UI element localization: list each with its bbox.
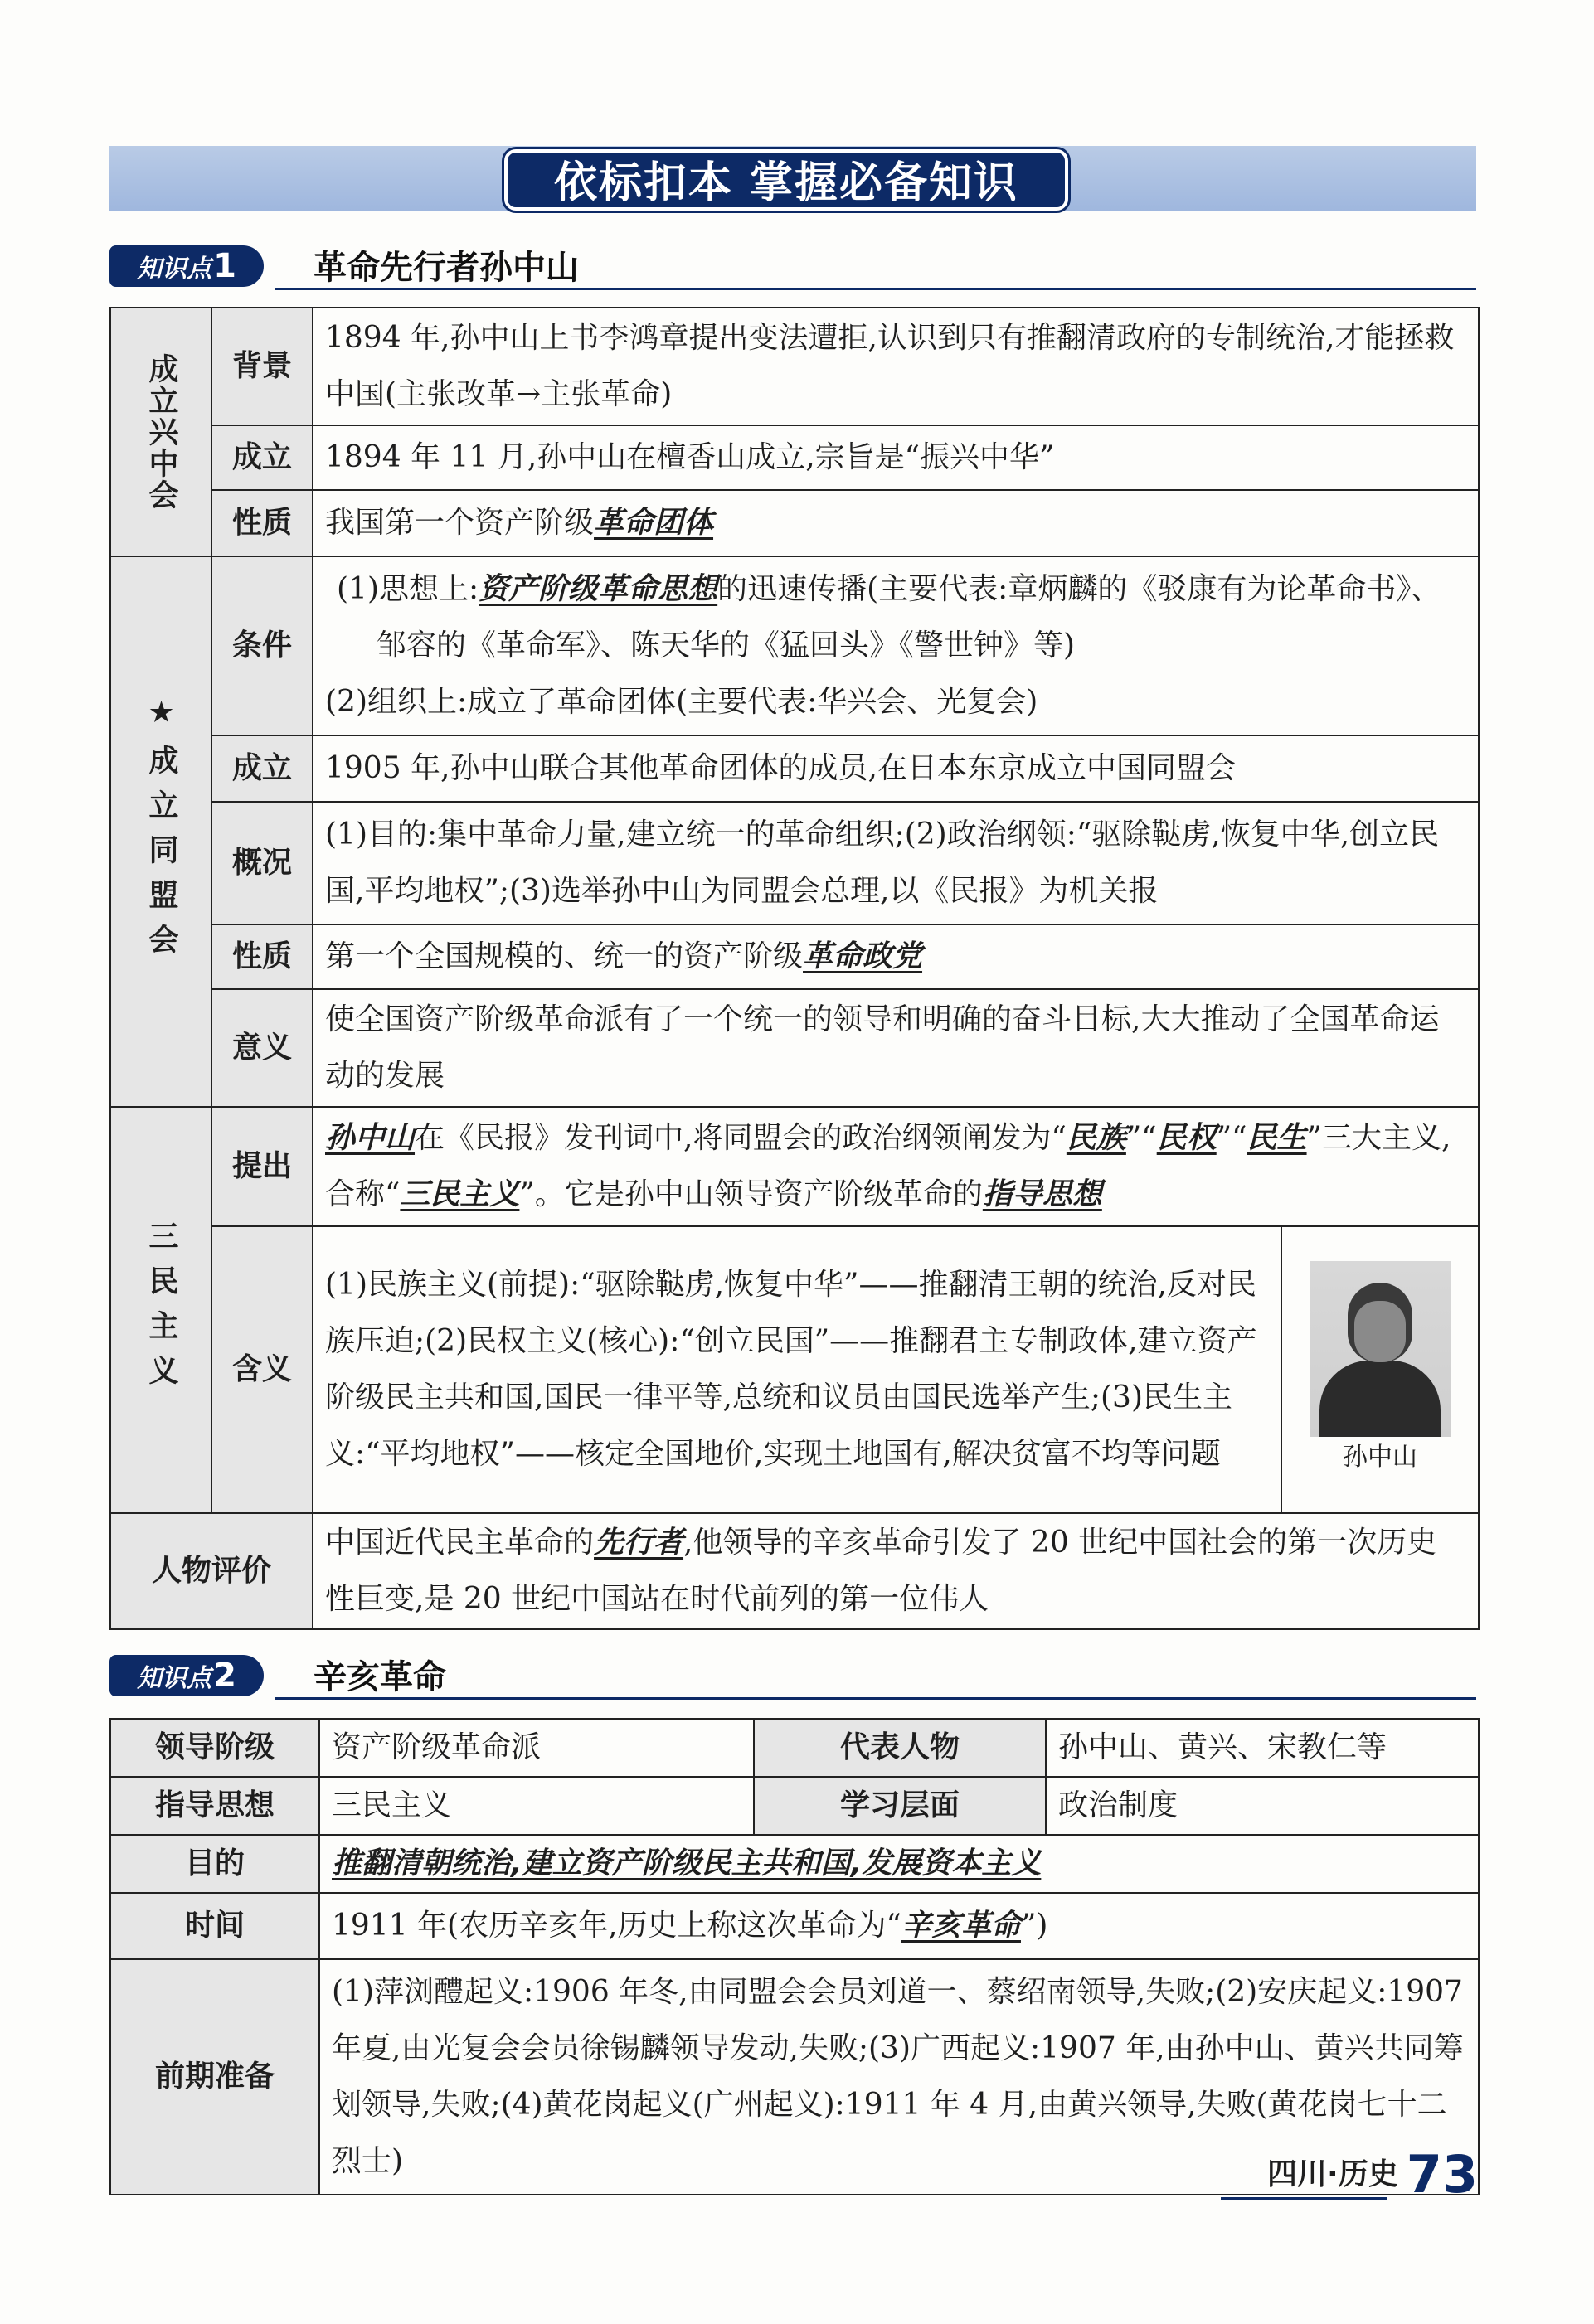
label-time: 时间 xyxy=(110,1893,319,1959)
label-tmh-nature: 性质 xyxy=(211,924,313,989)
text-overview: (1)目的:集中革命力量,建立统一的革命组织;(2)政治纲领:“驱除鞑虏,恢复中华,创立民国,平均地权”;(3)选举孙中山为同盟会总理,以《民报》为机关报 xyxy=(313,802,1479,924)
label-xzh-nature: 性质 xyxy=(211,490,313,556)
text-meaning: (1)民族主义(前提):“驱除鞑虏,恢复中华”——推翻清王朝的统治,反对民族压迫;(2)民权主义(核心):“创立民国”——推翻君主专制政体,建立资产阶级民主共和国,国民一律平等,总统和议员由国民选举产生;(3)民生主义:“平均地权”——核定全国地价,实现土地国有,解决贫富不均等问题 xyxy=(313,1227,1282,1512)
footer-underline xyxy=(1221,2197,1387,2200)
keyword: 革命政党 xyxy=(803,939,923,973)
section-1-badge: 知识点1 xyxy=(109,245,264,287)
label-background: 背景 xyxy=(211,308,313,425)
page-number: 73 xyxy=(1406,2144,1478,2205)
keyword: 资产阶级革命思想 xyxy=(479,572,718,606)
label-proposal: 提出 xyxy=(211,1107,313,1226)
label-xzh-founding: 成立 xyxy=(211,425,313,490)
value-level: 政治制度 xyxy=(1046,1777,1479,1835)
portrait-caption: 孙中山 xyxy=(1343,1443,1417,1472)
portrait-block xyxy=(1282,1227,1478,1512)
footer-label: 四川·历史 xyxy=(1267,2157,1398,2191)
category-xingzhonghui: 成立兴中会 xyxy=(110,308,211,556)
section-2-title: 辛亥革命 xyxy=(313,1658,446,1696)
section-1-title: 革命先行者孙中山 xyxy=(313,249,579,287)
keyword: 孙中山 xyxy=(325,1121,416,1155)
keyword: 革命团体 xyxy=(594,506,714,540)
keyword: 三民主义 xyxy=(400,1177,520,1211)
sun-yatsen-portrait xyxy=(1310,1261,1451,1437)
category-tongmenghui: ★成立同盟会 xyxy=(110,556,211,1107)
text-xzh-founding: 1894 年 11 月,孙中山在檀香山成立,宗旨是“振兴中华” xyxy=(313,425,1479,490)
label-preparation: 前期准备 xyxy=(110,1959,319,2195)
value-ideology: 三民主义 xyxy=(319,1777,754,1835)
section-2-header xyxy=(109,1650,1476,1701)
text-significance: 使全国资产阶级革命派有了一个统一的领导和明确的奋斗目标,大大推动了全国革命运动的发展 xyxy=(313,989,1479,1107)
text-xzh-nature: 我国第一个资产阶级革命团体 xyxy=(313,490,1479,556)
text-tmh-founding: 1905 年,孙中山联合其他革命团体的成员,在日本东京成立中国同盟会 xyxy=(313,735,1479,802)
label-goal: 目的 xyxy=(110,1835,319,1893)
page-footer xyxy=(1267,2146,1478,2204)
text-background: 1894 年,孙中山上书李鸿章提出变法遭拒,认识到只有推翻清政府的专制统治,才能拯救中国(主张改革→主张革命) xyxy=(313,308,1479,425)
keyword: 指导思想 xyxy=(982,1177,1102,1211)
label-tmh-founding: 成立 xyxy=(211,735,313,802)
text-proposal: 孙中山在《民报》发刊词中,将同盟会的政治纲领阐发为“民族”“民权”“民生”三大主义,合称“三民主义”。它是孙中山领导资产阶级革命的指导思想 xyxy=(313,1107,1479,1226)
label-overview: 概况 xyxy=(211,802,313,924)
section-1-underline xyxy=(275,288,1476,290)
value-time: 1911 年(农历辛亥年,历史上称这次革命为“辛亥革命”) xyxy=(319,1893,1479,1959)
section-2-underline xyxy=(275,1697,1476,1700)
label-ideology: 指导思想 xyxy=(110,1777,319,1835)
text-evaluation: 中国近代民主革命的先行者,他领导的辛亥革命引发了 20 世纪中国社会的第一次历史性巨变,是 20 世纪中国站在时代前列的第一位伟人 xyxy=(313,1513,1479,1629)
keyword: 民权 xyxy=(1156,1121,1217,1155)
section-2-badge: 知识点2 xyxy=(109,1655,264,1696)
value-representatives: 孙中山、黄兴、宋教仁等 xyxy=(1046,1719,1479,1777)
keyword: 推翻清朝统治,建立资产阶级民主共和国,发展资本主义 xyxy=(332,1846,1042,1880)
category-sanmin: 三民主义 xyxy=(110,1107,211,1513)
section-2-table xyxy=(109,1718,1480,2195)
label-significance: 意义 xyxy=(211,989,313,1107)
label-evaluation: 人物评价 xyxy=(110,1513,313,1629)
value-preparation: (1)萍浏醴起义:1906 年冬,由同盟会会员刘道一、蔡绍南领导,失败;(2)安庆起义:1907 年夏,由光复会会员徐锡麟领导发动,失败;(3)广西起义:1907 年,由孙中山、黄兴共同筹划领导,失败;(4)黄花岗起义(广州起义):1911 年 4 月,由黄兴领导,失败(黄花岗七十二烈士) xyxy=(319,1959,1479,2195)
label-condition: 条件 xyxy=(211,556,313,735)
label-level: 学习层面 xyxy=(754,1777,1046,1835)
label-meaning: 含义 xyxy=(211,1226,313,1513)
section-1-table xyxy=(109,307,1480,1630)
value-leader: 资产阶级革命派 xyxy=(319,1719,754,1777)
keyword: 辛亥革命 xyxy=(901,1909,1021,1943)
keyword: 先行者 xyxy=(594,1526,684,1560)
keyword: 民生 xyxy=(1247,1121,1307,1155)
section-1-header xyxy=(109,240,1476,292)
banner-title: 依标扣本 掌握必备知识 xyxy=(504,149,1068,211)
label-representatives: 代表人物 xyxy=(754,1719,1046,1777)
value-goal xyxy=(319,1835,1479,1893)
text-condition: (1)思想上:资产阶级革命思想的迅速传播(主要代表:章炳麟的《驳康有为论革命书》、邹容的《革命军》、陈天华的《猛回头》《警世钟》等) (2)组织上:成立了革命团体(主要代表:华兴会、光复会) xyxy=(313,556,1479,735)
keyword: 民族 xyxy=(1066,1121,1126,1155)
label-leader: 领导阶级 xyxy=(110,1719,319,1777)
text-tmh-nature: 第一个全国规模的、统一的资产阶级革命政党 xyxy=(313,924,1479,989)
meaning-cell xyxy=(313,1226,1479,1513)
